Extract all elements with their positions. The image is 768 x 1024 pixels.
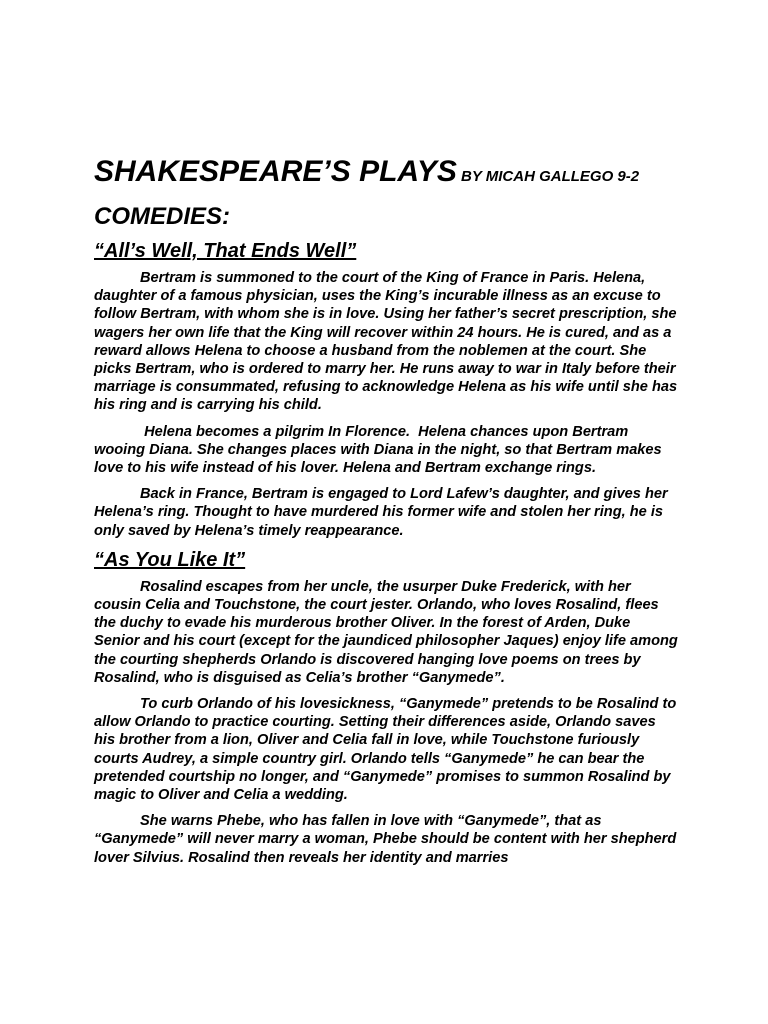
author-byline: BY MICAH GALLEGO 9-2 (456, 168, 640, 185)
paragraph: Helena becomes a pilgrim In Florence. Helena chances upon Bertram wooing Diana. She changes places with Diana in the night, so that Bertram makes love to his wife instead of his lover. Helena and Bertram exchange rings. (94, 423, 666, 477)
play-title: “As You Like It” (94, 548, 246, 571)
play-section-alls-well (94, 237, 682, 540)
paragraph: She warns Phebe, who has fallen in love with “Ganymede”, that as “Ganymede” will never marry a woman, Phebe should be content with her shepherd lover Silvius. Rosalind then reveals her identity and marries (94, 813, 681, 866)
title-text: SHAKESPEARE’S PLAYS (94, 155, 457, 188)
play-section-as-you-like-it (94, 546, 682, 867)
section-heading: COMEDIES: (94, 203, 231, 230)
play-title: “All’s Well, That Ends Well” (94, 240, 357, 262)
document-content (94, 150, 682, 875)
paragraph: To curb Orlando of his lovesickness, “Ganymede” pretends to be Rosalind to allow Orlando to practice courting. Setting their differences aside, Orlando saves his brother from a lion, Oliver and Celia fall in love, while Touchstone furiously courts Audrey, a simple country girl. Orlando tells “Ganymede” he can bear the pretended courtship no longer, and “Ganymede” promises to summon Rosalind by magic to Oliver and Celia a wedding. (94, 696, 681, 804)
paragraph: Bertram is summoned to the court of the King of France in Paris. Helena, daughter of a famous physician, uses the King’s incurable illness as an excuse to follow Bertram, with whom she is in love. Using her father’s secret prescription, she wagers her own life that the King will recover within 24 hours. He is cured, and as a reward allows Helena to choose a husband from the noblemen at the court. She picks Bertram, who is ordered to marry her. He runs away to war in Italy before their marriage is consummated, refusing to acknowledge Helena as his wife until she has his ring and is carrying his child. (94, 270, 682, 414)
paragraph: Back in France, Bertram is engaged to Lord Lafew’s daughter, and gives her Helena’s ring. Thought to have murdered his former wife and stolen her ring, he is only saved by Helena’s timely reappearance. (94, 486, 672, 539)
document-title (94, 150, 679, 197)
paragraph: Rosalind escapes from her uncle, the usurper Duke Frederick, with her cousin Celia and Touchstone, the court jester. Orlando, who loves Rosalind, flees the duchy to evade his murderous brother Oliver. In the forest of Arden, Duke Senior and his court (except for the jaundiced philosopher Jaques) enjoy life among the courting shepherds Orlando is discovered hanging love poems on trees by Rosalind, who is disguised as Celia’s brother “Ganymede”. (94, 578, 682, 686)
